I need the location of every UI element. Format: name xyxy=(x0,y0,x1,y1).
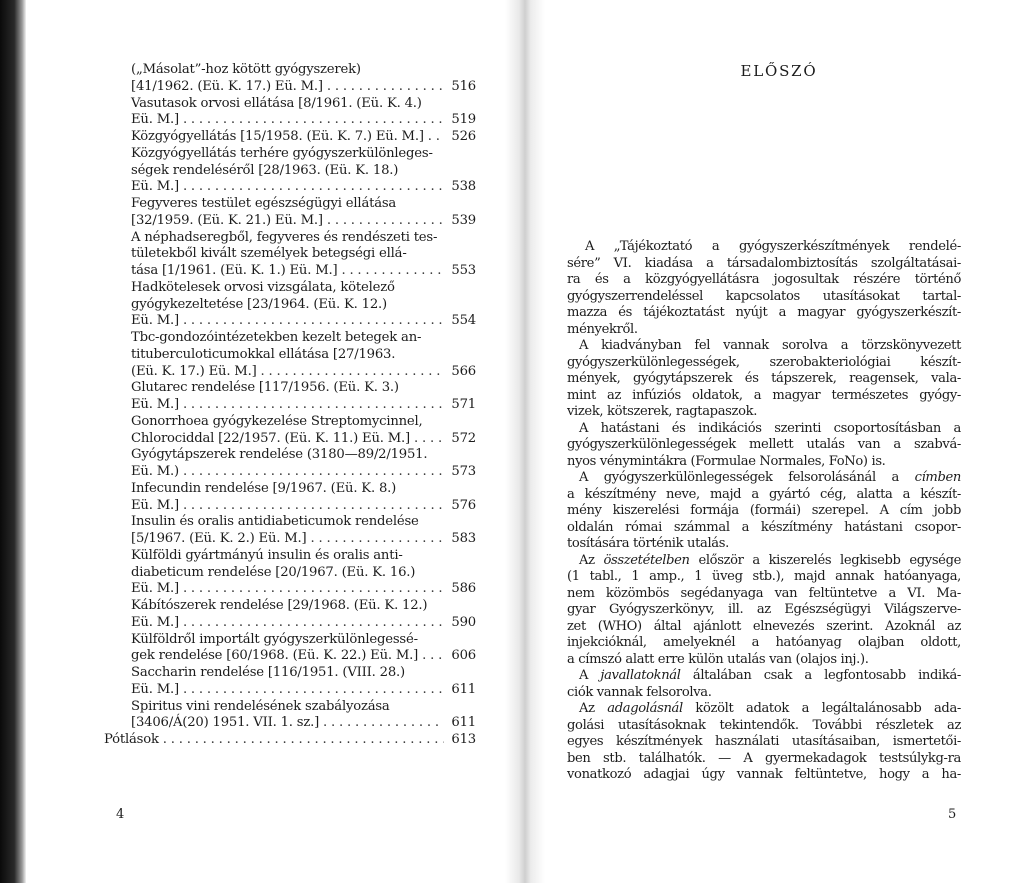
preface-line: mint az infúziós oldatok, a magyar természetes gyógy- xyxy=(567,387,961,403)
preface-paragraph xyxy=(567,553,961,669)
preface-line: ben stb. találhatók. — A gyermekadagok testsúlykg-ra xyxy=(567,750,961,766)
preface-line: vonatkozó adagjai úgy vannak feltüntetve, hogy a ha- xyxy=(567,767,961,782)
toc-page-number: 611 xyxy=(451,715,476,731)
toc-page-number: 566 xyxy=(451,363,476,379)
toc-entry-text: (Eü. K. 17.) Eü. M.] xyxy=(131,363,257,379)
toc-entry xyxy=(131,699,502,733)
toc-leader-dots xyxy=(183,313,444,330)
toc-entry xyxy=(131,129,502,146)
table-of-contents xyxy=(104,62,502,749)
preface-line: ciók vannak felsorolva. xyxy=(567,684,712,700)
toc-leader-dots xyxy=(341,263,444,280)
toc-entry-text: Eü. M.) xyxy=(131,464,179,479)
emphasized-term: adagolásnál xyxy=(607,701,683,716)
toc-entry xyxy=(131,230,502,280)
toc-leader-dots xyxy=(183,397,444,414)
toc-entry-text: („Másolat”-hoz kötött gyógyszerek) xyxy=(131,62,361,77)
preface-paragraph xyxy=(567,239,961,338)
toc-page-number: 572 xyxy=(451,430,476,446)
toc-leader-dots xyxy=(183,682,444,699)
toc-entry-text: Eü. M.] xyxy=(131,179,179,195)
preface-body xyxy=(567,239,961,784)
toc-leader-dots xyxy=(183,112,444,129)
toc-entry xyxy=(131,414,502,448)
toc-page-number: 571 xyxy=(451,397,476,412)
preface-line: (1 tabl., 1 amp., 1 üveg stb.), majd annak hatóanyaga, xyxy=(567,569,961,584)
toc-leader-dots xyxy=(327,213,444,230)
toc-entry xyxy=(131,96,502,130)
preface-line: mények, gyógytápszerek és tápszerek, reagensek, vala- xyxy=(567,371,961,386)
toc-leader-dots xyxy=(183,615,444,632)
toc-leader-dots xyxy=(310,531,444,548)
toc-entry-text: Vasutasok orvosi ellátása [8/1961. (Eü. K. 4.) xyxy=(131,95,422,111)
toc-page-number: 573 xyxy=(451,464,476,479)
toc-entry-text: [41/1962. (Eü. K. 17.) Eü. M.] xyxy=(131,78,323,94)
toc-page-number: 583 xyxy=(451,531,476,546)
right-page-number: 5 xyxy=(948,807,957,822)
preface-line: A „Tájékoztató a gyógyszerkészítmények rendelé- xyxy=(585,239,961,254)
preface-line: sére” VI. kiadása a társadalombiztosítás szolgáltatásai- xyxy=(567,255,961,271)
toc-entry xyxy=(131,548,502,598)
toc-entry-text: Glutarec rendelése [117/1956. (Eü. K. 3.) xyxy=(131,380,399,396)
preface-line: golási utasításoknak tekintendők. További részletek az xyxy=(567,717,961,733)
preface-line: zet (WHO) által ajánlott elnevezés szerint. Azoknál az xyxy=(567,618,961,634)
toc-entry-text: Kábítószerek rendelése [29/1968. (Eü. K. 12.) xyxy=(131,598,428,613)
toc-entry xyxy=(131,146,502,196)
emphasized-term: javallatoknál xyxy=(600,668,681,683)
toc-entry-text: [5/1967. (Eü. K. 2.) Eü. M.] xyxy=(131,531,307,546)
toc-entry xyxy=(131,196,502,230)
toc-leader-dots xyxy=(163,732,444,749)
preface-line: a készítmény neve, majd a gyártó cég, alatta a készít- xyxy=(567,486,961,502)
toc-entry-text: Tbc-gondozóintézetekben kezelt betegek an- xyxy=(131,330,422,345)
preface-line: A javallatoknál általában csak a legfontosabb indiká- xyxy=(579,668,961,683)
toc-entry-text: Eü. M.] xyxy=(131,497,179,513)
preface-paragraph xyxy=(567,470,961,553)
emphasized-term: címben xyxy=(914,470,961,485)
toc-page-number: 553 xyxy=(451,263,476,278)
toc-entry xyxy=(131,481,502,515)
toc-entry-text: Közgyógyellátás [15/1958. (Eü. K. 7.) Eü. M.] xyxy=(131,129,424,144)
toc-leader-dots xyxy=(183,498,444,515)
toc-entry-text: gyógykezeltetése [23/1964. (Eü. K. 12.) xyxy=(131,296,387,312)
toc-page-number: 586 xyxy=(451,581,476,597)
toc-entry xyxy=(131,62,502,96)
toc-entry-text: Eü. M.] xyxy=(131,313,179,329)
toc-leader-dots xyxy=(183,464,444,481)
preface-line: gyar Gyógyszerkönyv, ill. az Egészségügyi Világszerve- xyxy=(567,602,961,617)
toc-entry-text: ségek rendeléséről [28/1963. (Eü. K. 18.) xyxy=(131,162,399,178)
preface-line: vizek, kötszerek, ragtapaszok. xyxy=(567,404,758,419)
preface-line: A hatástani és indikációs szerinti csoportosításban a xyxy=(579,420,961,436)
preface-line: injekcióknál, amelyeknél a hatóanyag olajban oldott, xyxy=(567,635,961,650)
preface-line: Az adagolásnál közölt adatok a legáltalánosabb ada- xyxy=(579,701,961,716)
toc-entry-text: Külföldi gyártmányú insulin és oralis anti- xyxy=(131,547,403,563)
preface-line: gyógyszerkülönlegességek, szerobakteriológiai készít- xyxy=(567,354,961,370)
toc-leader-dots xyxy=(261,364,444,381)
toc-leader-dots xyxy=(183,179,444,196)
toc-leader-dots xyxy=(327,79,444,96)
toc-page-number: 539 xyxy=(451,212,476,228)
toc-entry-text: tituberculoticumokkal ellátása [27/1963. xyxy=(131,346,396,362)
toc-entry-text: Chlorociddal [22/1957. (Eü. K. 11.) Eü. M.] xyxy=(131,430,410,446)
toc-entry xyxy=(131,598,502,632)
toc-entry-text: Insulin és oralis antidiabeticumok rendelése xyxy=(131,514,419,530)
preface-line: mazza és tájékoztatást nyújt a magyar gyógyszerkészít- xyxy=(567,305,961,320)
toc-entry-text: Külföldről importált gyógyszerkülönlegessé- xyxy=(131,631,418,647)
preface-line: tosítására történik utalás. xyxy=(567,536,729,551)
toc-page-number: 519 xyxy=(451,112,476,128)
toc-entry-text: Gyógytápszerek rendelése (3180—89/2/1951. xyxy=(131,447,428,463)
book-gutter xyxy=(505,0,545,883)
preface-paragraph xyxy=(567,421,961,471)
preface-line: nyos vénymintákra (Formulae Normales, FoNo) is. xyxy=(567,453,886,469)
toc-entry xyxy=(131,380,502,414)
toc-entry xyxy=(131,447,502,481)
toc-entry xyxy=(131,280,502,330)
toc-entry-text: Gonorrhoea gyógykezelése Streptomycinnel, xyxy=(131,413,423,429)
preface-line: gyógyszerkülönlegességek mellett utalás van a szabvá- xyxy=(567,437,961,452)
toc-leader-dots xyxy=(323,715,444,732)
toc-leader-dots xyxy=(428,129,444,146)
preface-line: ményekről. xyxy=(567,321,638,337)
toc-entry xyxy=(104,732,502,749)
toc-entry-text: Infecundin rendelése [9/1967. (Eü. K. 8.) xyxy=(131,480,397,496)
toc-page-number: 590 xyxy=(451,614,476,630)
toc-page-number: 516 xyxy=(451,78,476,94)
preface-line: A gyógyszerkülönlegességek felsorolásánál a címben xyxy=(579,470,961,485)
toc-entry xyxy=(131,514,502,548)
preface-line: a címszó alatt erre külön utalás van (olajos inj.). xyxy=(567,651,869,667)
toc-leader-dots xyxy=(183,581,444,598)
toc-entry-text: Eü. M.] xyxy=(131,681,179,697)
preface-title: ELŐSZÓ xyxy=(740,62,818,80)
toc-entry-text: Saccharin rendelése [116/1951. (VIII. 28.) xyxy=(131,665,405,680)
preface-line: mény kiszerelési formája (formái) szerepel. A cím jobb xyxy=(567,503,961,518)
toc-page-number: 526 xyxy=(451,129,476,144)
toc-entry-text: tületekből kivált személyek betegségi ellá- xyxy=(131,246,407,262)
emphasized-term: összetételben xyxy=(603,552,690,568)
toc-entry xyxy=(131,632,502,666)
toc-entry-text: Pótlások xyxy=(104,732,159,747)
toc-entry-text: Hadkötelesek orvosi vizsgálata, kötelező xyxy=(131,279,395,295)
toc-entry-text: Fegyveres testület egészségügyi ellátása xyxy=(131,196,397,211)
toc-leader-dots xyxy=(422,648,444,665)
toc-entry-text: gek rendelése [60/1968. (Eü. K. 22.) Eü. M.] xyxy=(131,648,419,664)
toc-page-number: 606 xyxy=(451,648,476,664)
toc-entry-text: Spiritus vini rendelésének szabályozása xyxy=(131,698,390,714)
toc-page-number: 613 xyxy=(451,732,476,747)
toc-leader-dots xyxy=(414,431,444,448)
toc-entry-text: diabeticum rendelése [20/1967. (Eü. K. 16.) xyxy=(131,564,416,580)
toc-entry-text: A néphadseregből, fegyveres és rendészeti tes- xyxy=(131,229,438,245)
preface-line: Az összetételben először a kiszerelés legkisebb egysége xyxy=(579,552,962,568)
preface-paragraph xyxy=(567,338,961,421)
toc-entry-text: [32/1959. (Eü. K. 21.) Eü. M.] xyxy=(131,212,323,228)
toc-entry xyxy=(131,665,502,699)
preface-paragraph xyxy=(567,668,961,701)
preface-line: A kiadványban fel vannak sorolva a törzskönyvezett xyxy=(579,338,961,353)
preface-line: egyes készítmények használati utasításaiban, ismertetői- xyxy=(567,734,961,749)
preface-line: nem közömbös segédanyaga van feltüntetve a VI. Ma- xyxy=(567,585,961,601)
preface-line: ra és a közgyógyellátásra jogosultak részére történő xyxy=(567,272,961,287)
left-page-number: 4 xyxy=(116,807,125,822)
book-edge-shadow xyxy=(0,0,26,883)
toc-entry-text: [3406/Á(20) 1951. VII. 1. sz.] xyxy=(131,715,320,731)
toc-entry-text: Közgyógyellátás terhére gyógyszerkülönleges- xyxy=(131,145,433,161)
toc-entry-text: Eü. M.] xyxy=(131,581,179,597)
toc-page-number: 538 xyxy=(451,179,476,195)
toc-entry xyxy=(131,330,502,380)
preface-line: gyógyszerrendeléssel kapcsolatos utasításokat tartal- xyxy=(567,288,961,304)
toc-page-number: 576 xyxy=(451,497,476,513)
toc-page-number: 611 xyxy=(451,681,476,697)
preface-paragraph xyxy=(567,701,961,784)
toc-entry-text: tása [1/1961. (Eü. K. 1.) Eü. M.] xyxy=(131,263,338,278)
toc-entry-text: Eü. M.] xyxy=(131,112,179,128)
toc-entry-text: Eü. M.] xyxy=(131,614,179,630)
preface-line: oldalán római számmal a készítmény hatástani csopor- xyxy=(567,519,961,535)
toc-entry-text: Eü. M.] xyxy=(131,397,179,412)
toc-page-number: 554 xyxy=(451,313,476,329)
